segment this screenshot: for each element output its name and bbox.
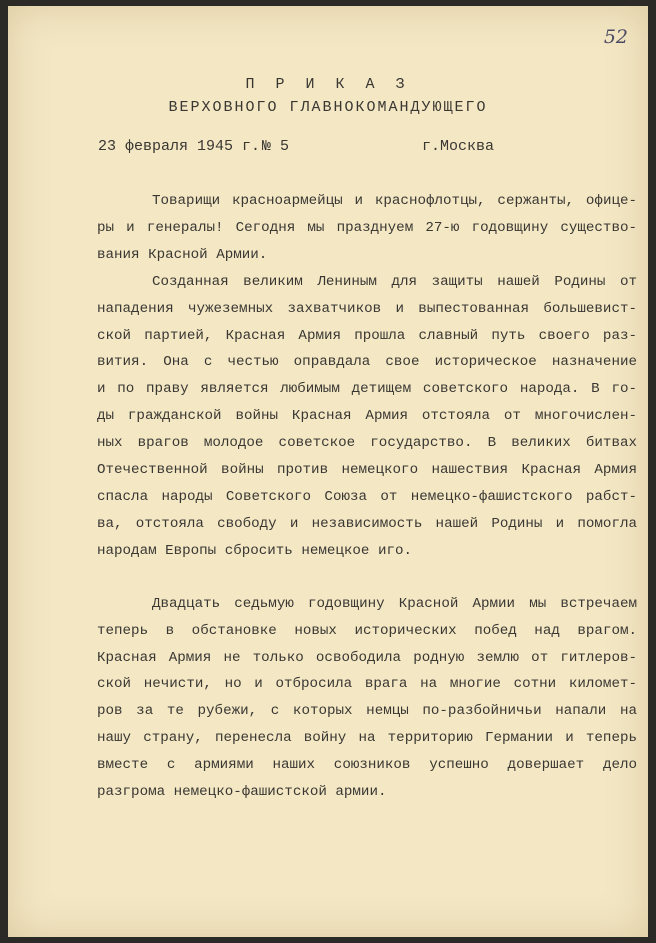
text-line: Отечественной войны против немецкого нашествия Красная Армия (97, 462, 637, 479)
text-line: народам Европы сбросить немецкое иго. (97, 542, 413, 559)
text-line: вития. Она с честью оправдала свое историческое назначение (97, 354, 637, 371)
text-line: теперь в обстановке новых исторических побед над врагом. (97, 622, 637, 639)
document-page (8, 6, 648, 937)
document-title: П Р И К А З (245, 76, 411, 93)
text-line: разгрома немецко-фашистской армии. (97, 784, 387, 801)
order-date: 23 февраля 1945 г. (98, 138, 261, 155)
text-line: ской партией, Красная Армия прошла славный путь своего раз- (97, 327, 637, 344)
text-line: ды гражданской войны Красная Армия отстояла от многочислен- (97, 408, 637, 425)
text-line: ва, отстояла свободу и независимость нашей Родины и помогла (97, 515, 637, 532)
paragraph-3 (97, 591, 637, 806)
text-line: нападения чужеземных захватчиков и выпестованная большевист- (97, 300, 637, 317)
order-city: г.Москва (422, 138, 495, 155)
text-line: Товарищи красноармейцы и краснофлотцы, сержанты, офице- (152, 193, 637, 209)
document-body (97, 188, 637, 806)
text-line: спасла народы Советского Союза от немецко-фашистского рабст- (97, 488, 637, 505)
text-line: ры и генералы! Сегодня мы празднуем 27-ю годовщину существо- (97, 219, 637, 236)
text-line: Красная Армия не только освободила родную землю от гитлеров- (97, 649, 637, 666)
paragraph-2 (97, 269, 637, 565)
text-line: вания Красной Армии. (97, 246, 268, 263)
text-line: и по праву является любимым детищем советского народа. В го- (97, 381, 637, 398)
text-line: ской нечисти, но и отбросила врага на многие сотни километ- (97, 676, 637, 693)
document-subtitle: ВЕРХОВНОГО ГЛАВНОКОМАНДУЮЩЕГО (168, 99, 488, 116)
text-line: нашу страну, перенесла войну на территорию Германии и теперь (97, 730, 637, 747)
text-line: ных врагов молодое советское государство. В великих битвах (97, 435, 637, 452)
order-number: № 5 (262, 138, 290, 155)
text-line: вместе с армиями наших союзников успешно довершает дело (97, 757, 637, 774)
text-line: Созданная великим Лениным для защиты нашей Родины от (152, 273, 637, 290)
paragraph-1 (97, 188, 637, 269)
handwritten-page-number: 52 (603, 26, 628, 48)
text-line: Двадцать седьмую годовщину Красной Армии мы встречаем (152, 595, 637, 612)
paragraph-gap (97, 565, 637, 591)
text-line: ров за те рубежи, с которых немцы по-разбойничьи напали на (97, 703, 637, 720)
